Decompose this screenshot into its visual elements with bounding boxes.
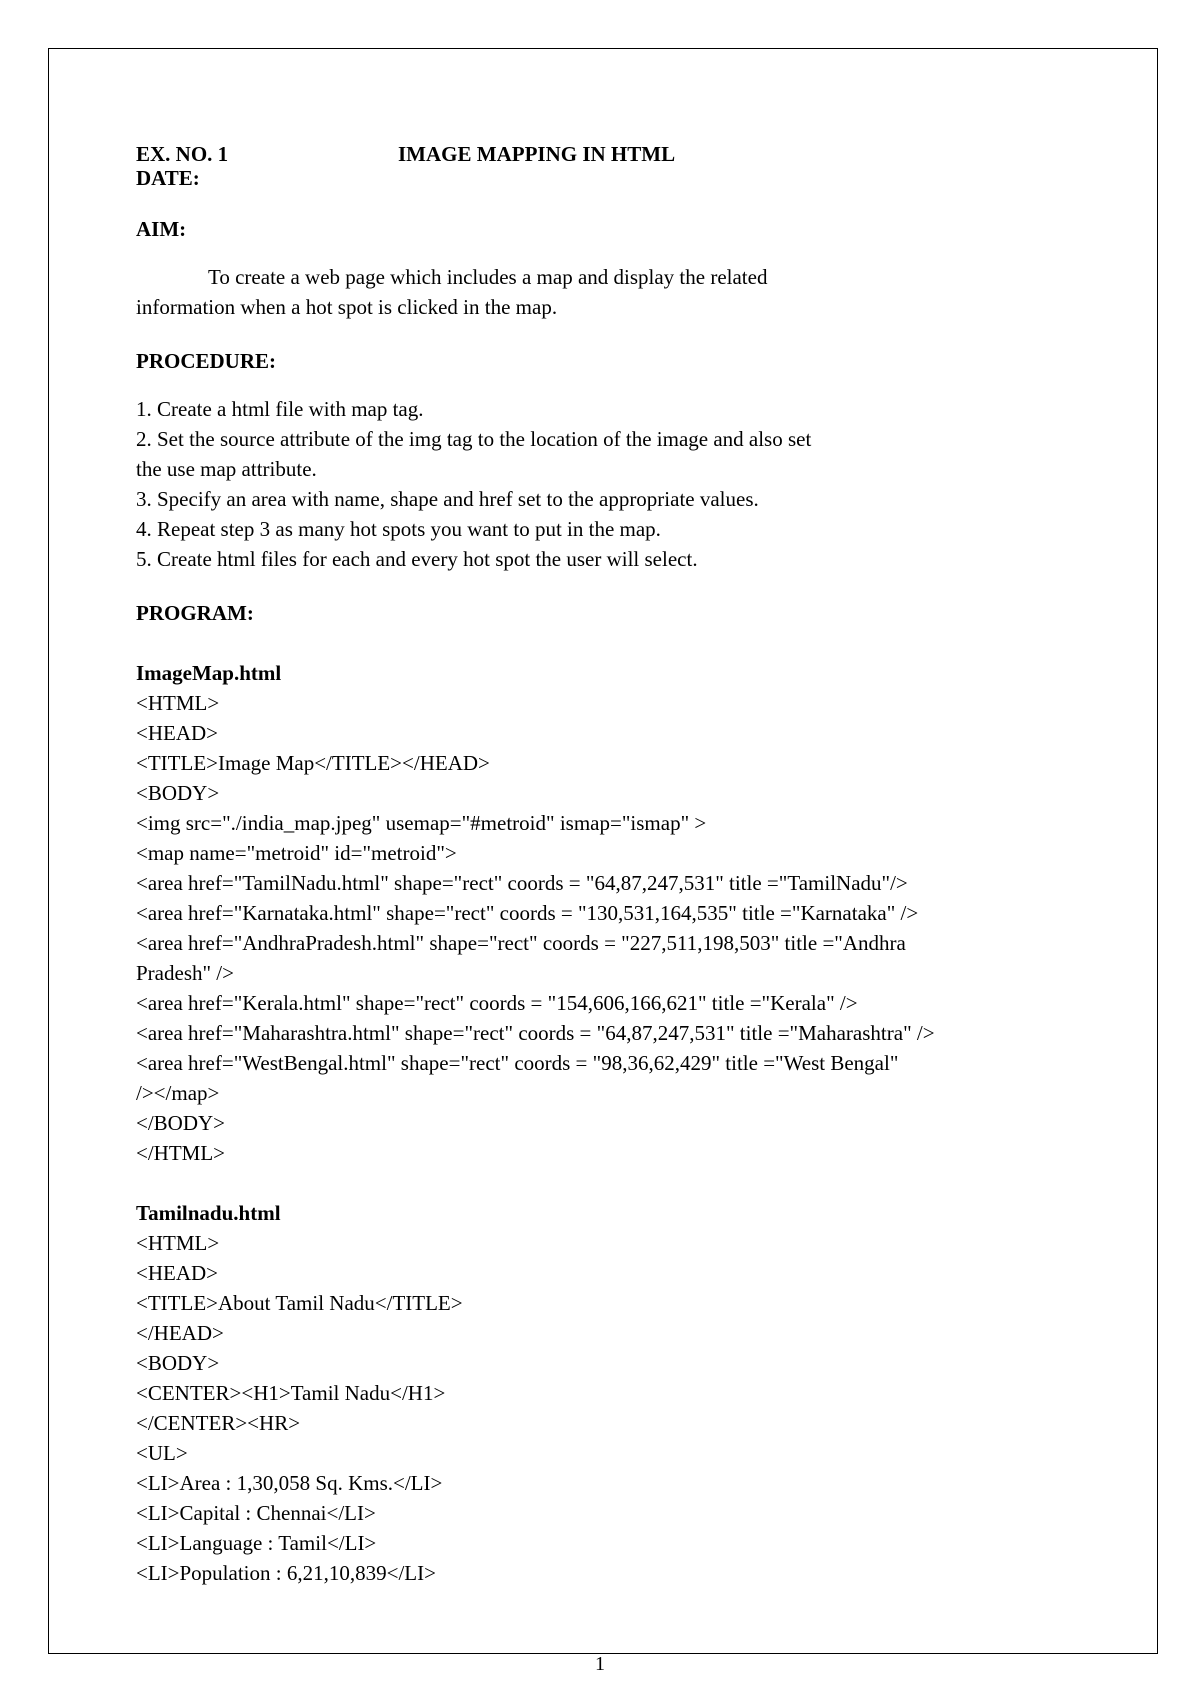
- file-title-tamilnadu: Tamilnadu.html: [136, 1201, 281, 1225]
- exercise-header: [136, 142, 1136, 166]
- procedure-steps: [136, 394, 1136, 574]
- page-number: 1: [595, 1653, 605, 1675]
- procedure-heading: PROCEDURE:: [136, 349, 276, 373]
- code-line: <LI>Capital : Chennai</LI>: [136, 1501, 376, 1525]
- code-line: <area href="Kerala.html" shape="rect" coords = "154,606,166,621" title ="Kerala" />: [136, 991, 858, 1015]
- code-line: <LI>Area : 1,30,058 Sq. Kms.</LI>: [136, 1471, 443, 1495]
- code-line: </HEAD>: [136, 1321, 224, 1345]
- exercise-title: IMAGE MAPPING IN HTML: [398, 142, 676, 166]
- code-line: <HTML>: [136, 1231, 220, 1255]
- aim-heading: AIM:: [136, 217, 187, 241]
- document-body: [136, 142, 1136, 1588]
- aim-paragraph: [136, 262, 1136, 322]
- aim-line: [136, 262, 1136, 292]
- code-line: <CENTER><H1>Tamil Nadu</H1>: [136, 1381, 446, 1405]
- code-line: </BODY>: [136, 1111, 226, 1135]
- code-line: <area href="Karnataka.html" shape="rect" coords = "130,531,164,535" title ="Karnataka" />: [136, 901, 919, 925]
- program-heading: PROGRAM:: [136, 601, 254, 625]
- aim-line-2: information when a hot spot is clicked in the map.: [136, 295, 558, 319]
- code-line: <TITLE>Image Map</TITLE></HEAD>: [136, 751, 490, 775]
- code-line: <HTML>: [136, 691, 220, 715]
- code-line: /></map>: [136, 1081, 220, 1105]
- date-label: DATE:: [136, 166, 200, 190]
- code-line: <TITLE>About Tamil Nadu</TITLE>: [136, 1291, 463, 1315]
- code-line: <LI>Population : 6,21,10,839</LI>: [136, 1561, 436, 1585]
- code-line: </CENTER><HR>: [136, 1411, 301, 1435]
- code-line: Pradesh" />: [136, 961, 234, 985]
- procedure-step: 5. Create html files for each and every hot spot the user will select.: [136, 547, 698, 571]
- code-line: <area href="TamilNadu.html" shape="rect" coords = "64,87,247,531" title ="TamilNadu"/>: [136, 871, 908, 895]
- procedure-step: 1. Create a html file with map tag.: [136, 397, 424, 421]
- code-line: <LI>Language : Tamil</LI>: [136, 1531, 377, 1555]
- code-line: <UL>: [136, 1441, 188, 1465]
- code-line: <BODY>: [136, 781, 220, 805]
- code-line: <area href="WestBengal.html" shape="rect" coords = "98,36,62,429" title ="West Bengal": [136, 1051, 899, 1075]
- procedure-step: 4. Repeat step 3 as many hot spots you want to put in the map.: [136, 517, 661, 541]
- procedure-step: 2. Set the source attribute of the img tag to the location of the image and also set: [136, 427, 812, 451]
- procedure-step: 3. Specify an area with name, shape and href set to the appropriate values.: [136, 487, 759, 511]
- code-line: <HEAD>: [136, 721, 219, 745]
- procedure-step: the use map attribute.: [136, 457, 317, 481]
- code-block-tamilnadu: [136, 1228, 1136, 1588]
- file-title-imagemap: ImageMap.html: [136, 661, 282, 685]
- exercise-number: EX. NO. 1: [136, 142, 229, 166]
- code-line: <map name="metroid" id="metroid">: [136, 841, 457, 865]
- code-line: </HTML>: [136, 1141, 226, 1165]
- code-line: <area href="Maharashtra.html" shape="rect" coords = "64,87,247,531" title ="Maharashtra" />: [136, 1021, 935, 1045]
- code-block-imagemap: [136, 688, 1136, 1168]
- aim-line-1: To create a web page which includes a map and display the related: [208, 265, 768, 289]
- code-line: <BODY>: [136, 1351, 220, 1375]
- code-line: <img src="./india_map.jpeg" usemap="#metroid" ismap="ismap" >: [136, 811, 707, 835]
- code-line: <HEAD>: [136, 1261, 219, 1285]
- code-line: <area href="AndhraPradesh.html" shape="rect" coords = "227,511,198,503" title ="Andhra: [136, 931, 906, 955]
